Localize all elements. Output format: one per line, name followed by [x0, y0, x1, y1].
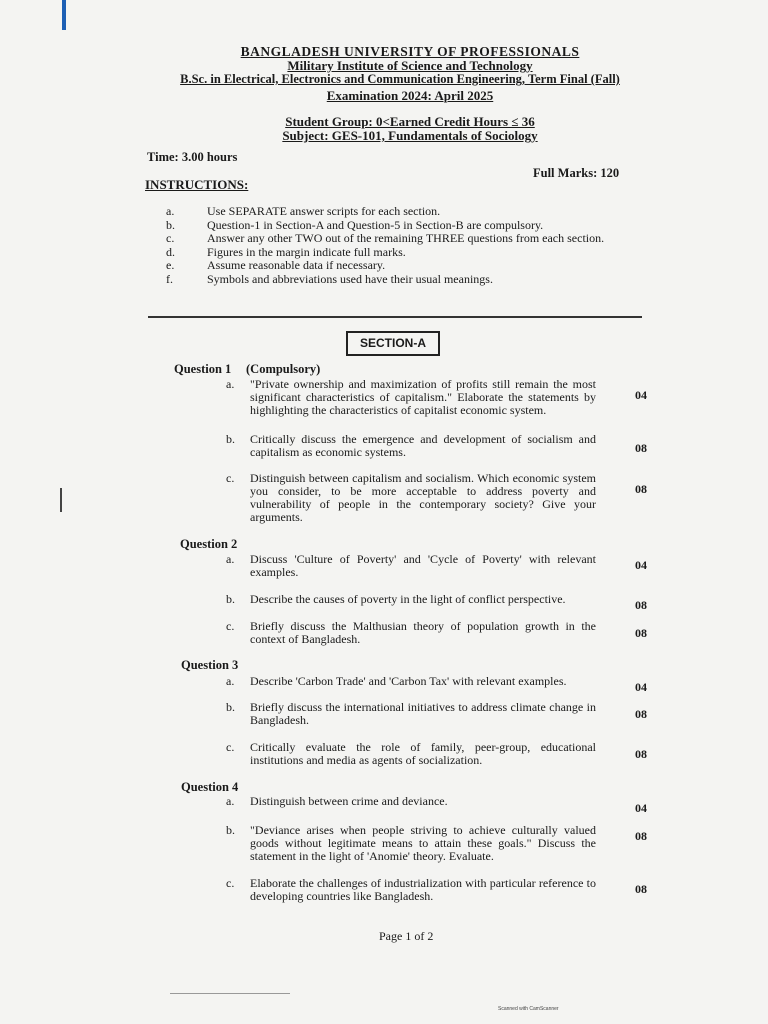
part-marks: 04 — [635, 388, 647, 402]
question-part — [226, 472, 596, 524]
part-marks: 08 — [635, 626, 647, 640]
part-text: Critically evaluate the role of family, peer-group, educational institutions and media as agents of socialization. — [250, 740, 596, 767]
question-part — [226, 701, 596, 727]
student-group: Student Group: 0<Earned Credit Hours ≤ 36 — [285, 114, 535, 129]
part-marks: 08 — [635, 598, 647, 612]
university-title: BANGLADESH UNIVERSITY OF PROFESSIONALS — [240, 44, 580, 59]
question-part — [226, 553, 596, 579]
part-letter: b. — [226, 700, 235, 714]
instruction-text: Answer any other TWO out of the remaining THREE questions from each section. — [207, 231, 605, 245]
part-letter: b. — [226, 432, 235, 446]
part-letter: c. — [226, 740, 235, 754]
part-text: Describe the causes of poverty in the light of conflict perspective. — [250, 592, 566, 606]
question-part — [226, 795, 596, 808]
question-4-label: Question 4 — [181, 780, 239, 794]
part-marks: 04 — [635, 680, 647, 694]
instruction-item — [166, 232, 646, 246]
part-letter: c. — [226, 876, 235, 890]
page-number: Page 1 of 2 — [379, 929, 434, 943]
part-marks: 04 — [635, 801, 647, 815]
part-text: "Deviance arises when people striving to achieve culturally valued goods without legitimate means to attain these goals." Discuss the statement in the light of 'Anomie' theory. Evaluate. — [250, 823, 596, 863]
instruction-letter: c. — [166, 231, 175, 245]
part-marks: 08 — [635, 441, 647, 455]
instruction-text: Question-1 in Section-A and Question-5 in Section-B are compulsory. — [207, 217, 544, 232]
part-text: Discuss 'Culture of Poverty' and 'Cycle of Poverty' with relevant examples. — [250, 552, 596, 579]
question-part — [226, 620, 596, 646]
instructions-title: INSTRUCTIONS: — [145, 177, 249, 192]
instruction-item — [166, 205, 646, 219]
instruction-letter: b. — [166, 217, 175, 232]
part-text: "Private ownership and maximization of profits still remain the most significant characteristics of capitalism." Elaborate the statements by highlighting the characteristics of capitalist economic system. — [250, 377, 596, 417]
part-text: Briefly discuss the Malthusian theory of population growth in the context of Bangladesh. — [250, 619, 596, 646]
instruction-letter: f. — [166, 271, 173, 286]
divider-line — [148, 316, 642, 318]
section-label: SECTION-A — [346, 331, 440, 356]
program-title: B.Sc. in Electrical, Electronics and Communication Engineering, Term Final (Fall) — [180, 72, 620, 86]
part-text: Briefly discuss the international initiatives to address climate change in Bangladesh. — [250, 700, 596, 727]
instruction-item — [166, 246, 646, 260]
part-marks: 04 — [635, 558, 647, 572]
subject-title: Subject: GES-101, Fundamentals of Sociology — [282, 128, 538, 143]
instruction-letter: a. — [166, 204, 175, 218]
question-part — [226, 675, 596, 688]
scanner-watermark: Scanned with CamScanner — [498, 1006, 559, 1012]
instruction-letter: e. — [166, 258, 175, 272]
question-part — [226, 433, 596, 459]
part-marks: 08 — [635, 707, 647, 721]
part-text: Distinguish between crime and deviance. — [250, 794, 448, 808]
question-part — [226, 824, 596, 863]
part-marks: 08 — [635, 482, 647, 496]
compulsory-note: (Compulsory) — [246, 362, 321, 376]
part-marks: 08 — [635, 829, 647, 843]
instruction-item — [166, 273, 646, 287]
part-letter: c. — [226, 471, 235, 485]
question-3-label: Question 3 — [181, 658, 239, 672]
instruction-item — [166, 259, 646, 273]
question-1-label: Question 1 — [174, 362, 232, 376]
exam-title: Examination 2024: April 2025 — [326, 88, 494, 103]
question-part — [226, 593, 596, 606]
part-text: Describe 'Carbon Trade' and 'Carbon Tax' with relevant examples. — [250, 674, 567, 688]
question-part — [226, 741, 596, 767]
instruction-text: Symbols and abbreviations used have their usual meanings. — [207, 271, 493, 286]
question-2-label: Question 2 — [180, 537, 238, 551]
question-part — [226, 877, 596, 903]
instructions-list — [166, 205, 646, 286]
part-letter: a. — [226, 794, 235, 808]
part-marks: 08 — [635, 747, 647, 761]
instruction-text: Figures in the margin indicate full marks. — [207, 244, 406, 259]
scan-smudge — [170, 993, 290, 994]
full-marks: Full Marks: 120 — [533, 166, 620, 180]
instruction-item — [166, 219, 646, 233]
part-text: Elaborate the challenges of industrialization with particular reference to developing countries like Bangladesh. — [250, 876, 596, 903]
instruction-text: Use SEPARATE answer scripts for each section. — [207, 204, 441, 218]
part-letter: a. — [226, 552, 235, 566]
part-text: Critically discuss the emergence and development of socialism and capitalism as economic systems. — [250, 432, 596, 459]
part-letter: a. — [226, 674, 235, 688]
instruction-letter: d. — [166, 244, 175, 259]
instruction-text: Assume reasonable data if necessary. — [207, 258, 386, 272]
part-letter: c. — [226, 619, 235, 633]
part-text: Distinguish between capitalism and socialism. Which economic system you consider, to be more acceptable to address poverty and vulnerability of people in the contemporary society? Give your arguments. — [250, 471, 596, 524]
part-letter: b. — [226, 592, 235, 606]
question-part — [226, 378, 596, 417]
scan-smudge — [60, 488, 62, 512]
part-letter: a. — [226, 377, 235, 391]
part-letter: b. — [226, 823, 235, 837]
part-marks: 08 — [635, 882, 647, 896]
institute-title: Military Institute of Science and Technology — [287, 58, 533, 73]
exam-time: Time: 3.00 hours — [147, 150, 238, 164]
scan-edge-mark — [62, 0, 66, 30]
